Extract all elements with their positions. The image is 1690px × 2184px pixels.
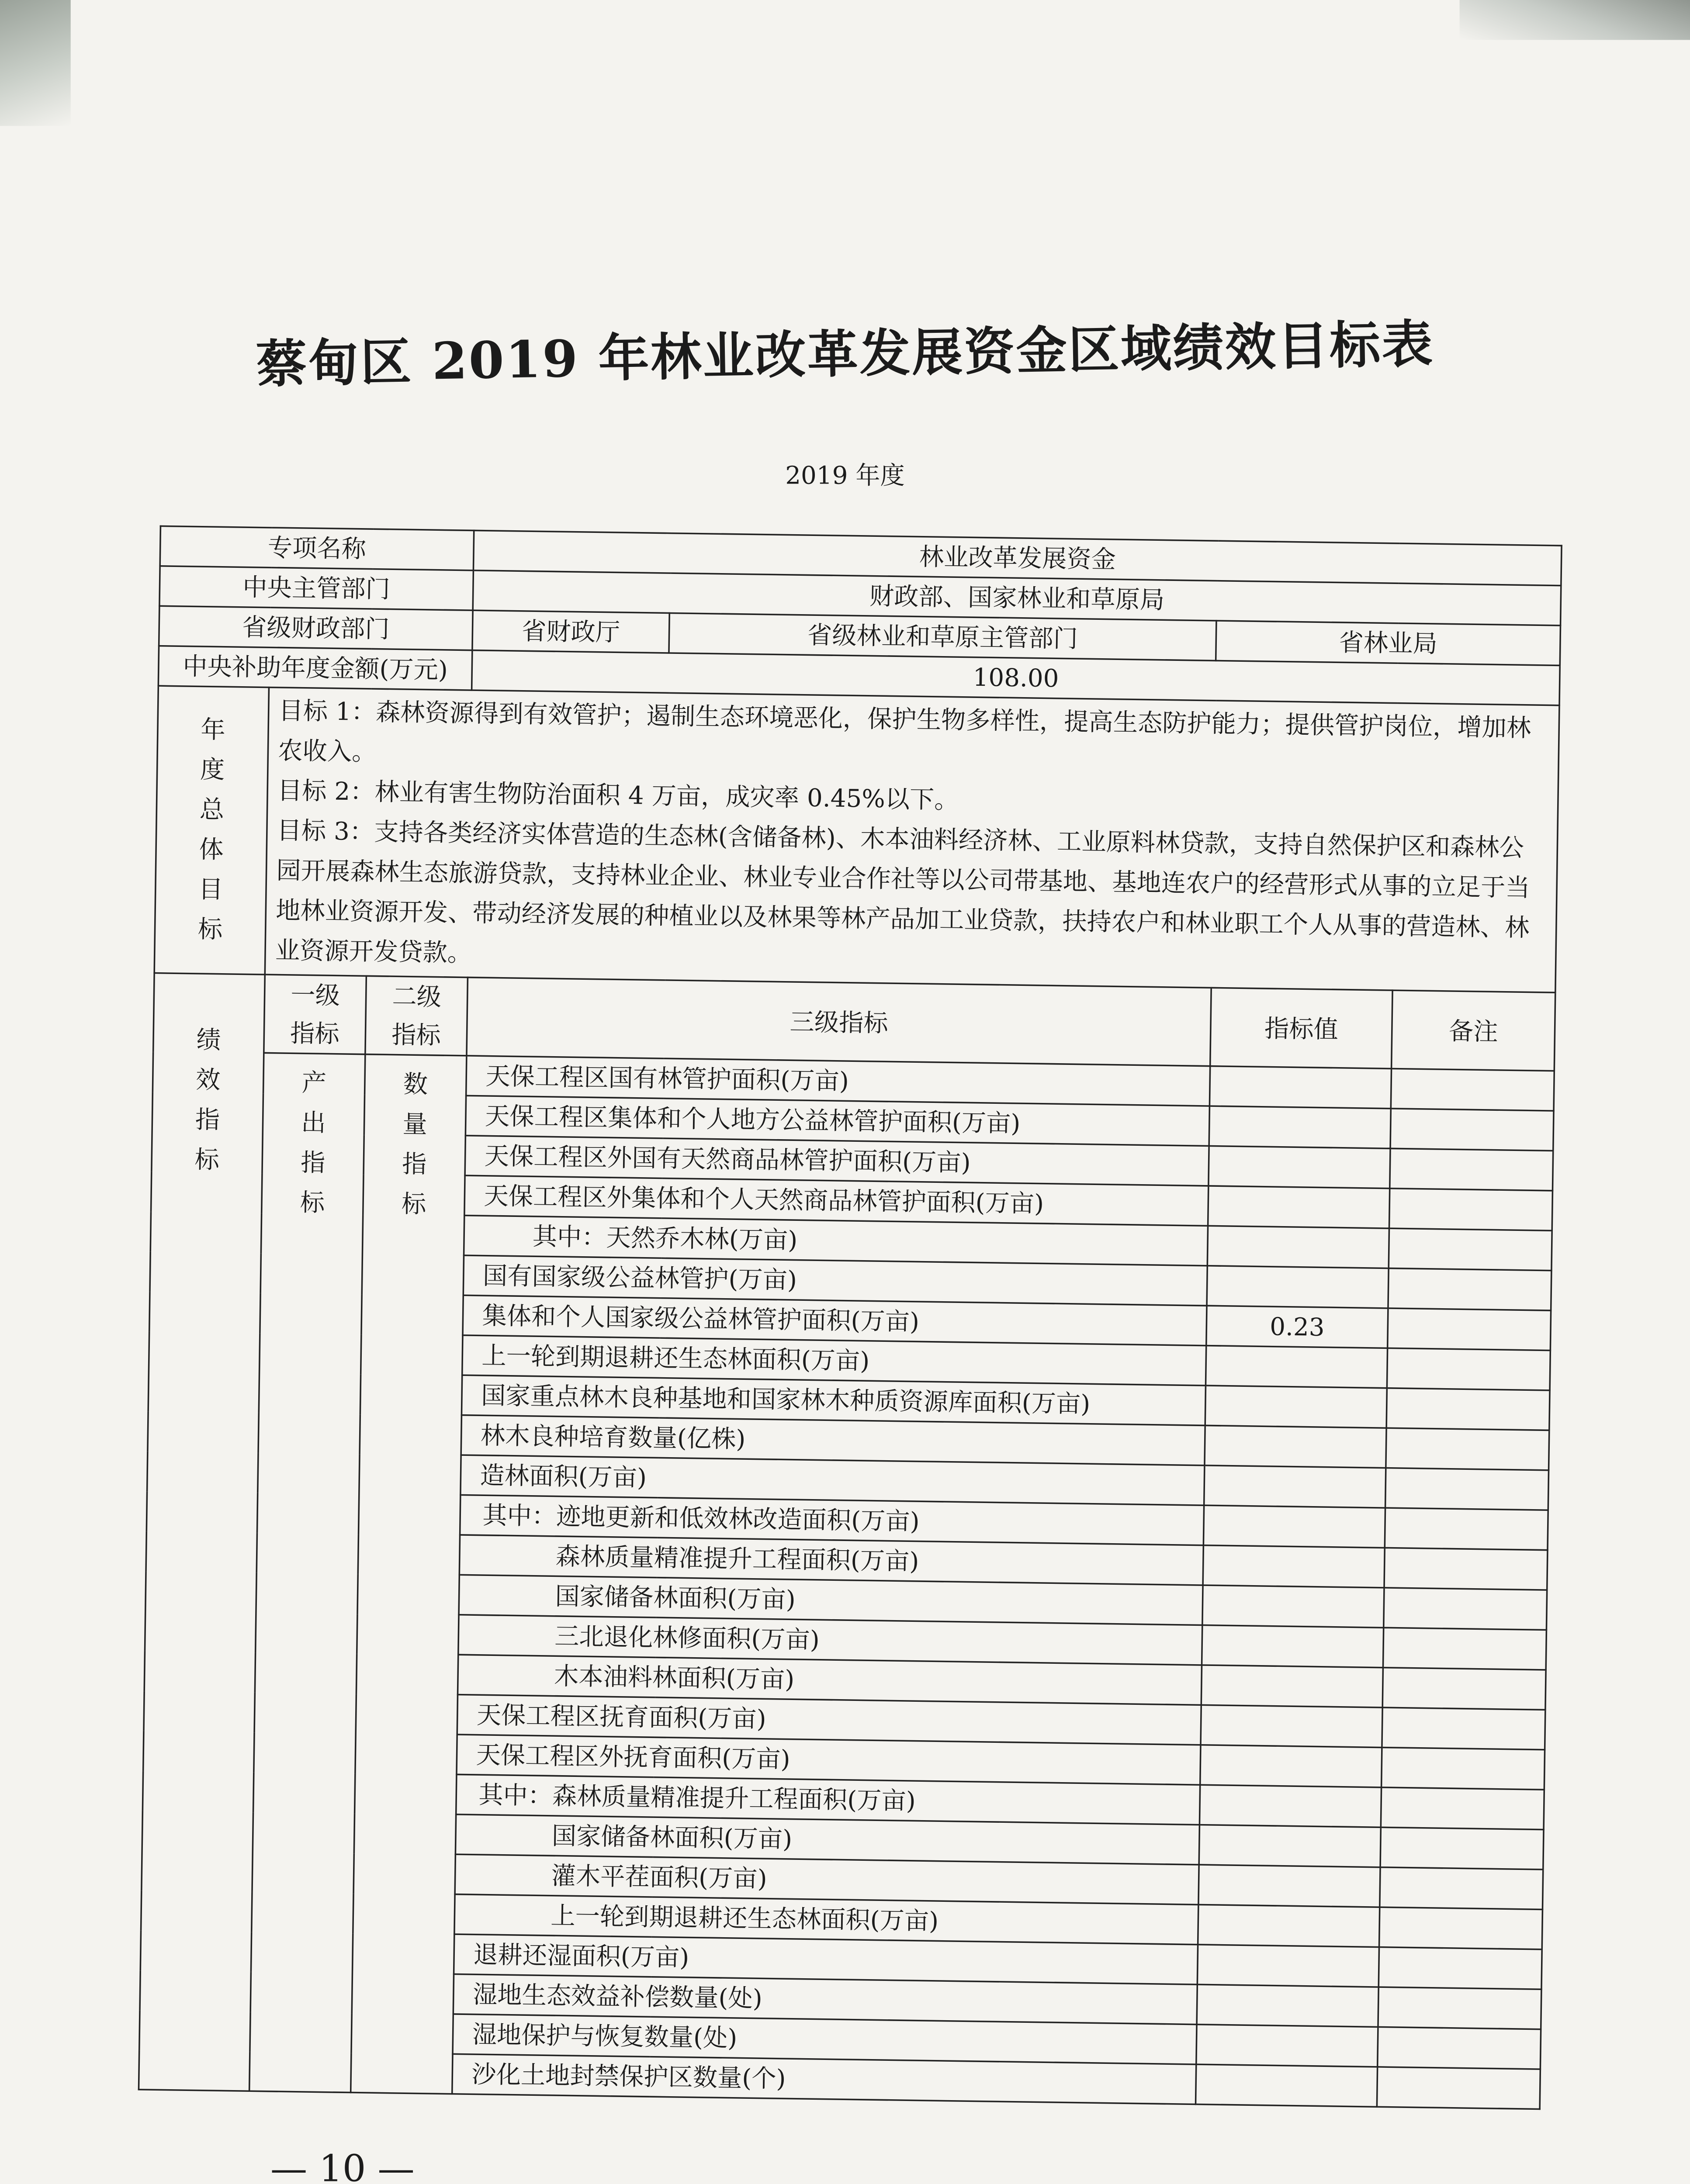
indicator-value	[1204, 1465, 1386, 1508]
indicator-value	[1197, 1945, 1379, 1987]
indicator-value	[1201, 1665, 1383, 1707]
indicator-note	[1385, 1468, 1549, 1510]
level2-indicator-char: 标	[401, 1189, 426, 1219]
level3-indicator-text: 三北退化林修面积(万亩)	[458, 1615, 1202, 1665]
indicator-value	[1203, 1505, 1385, 1548]
indicator-note	[1378, 2027, 1541, 2069]
indicator-value	[1207, 1226, 1389, 1268]
indicator-note	[1385, 1508, 1548, 1550]
indicator-value	[1202, 1625, 1384, 1668]
indicator-value	[1198, 1865, 1380, 1907]
level3-indicator-text: 国家储备林面积(万亩)	[456, 1814, 1200, 1865]
level3-indicator-text: 其中：迹地更新和低效林改造面积(万亩)	[460, 1495, 1204, 1545]
level3-indicator-text: 天保工程区外抚育面积(万亩)	[457, 1735, 1201, 1785]
provincial-finance-value: 省财政厅	[472, 610, 669, 653]
indicator-value	[1210, 1066, 1392, 1109]
indicator-value	[1209, 1106, 1391, 1148]
level3-indicator-text: 天保工程区国有林管护面积(万亩)	[466, 1056, 1210, 1106]
central-dept-value: 财政部、国家林业和草原局	[473, 570, 1561, 625]
indicator-value	[1202, 1585, 1384, 1628]
level2-indicator-char: 数	[403, 1069, 428, 1099]
indicator-value	[1197, 1984, 1378, 2027]
annual-goal-label-char: 体	[199, 834, 224, 864]
indicator-note	[1384, 1548, 1548, 1590]
col-level1-header: 一级 指标	[264, 975, 367, 1054]
provincial-forestry-label: 省级林业和草原主管部门	[669, 613, 1216, 661]
level3-indicator-text: 木本油料林面积(万亩)	[458, 1655, 1202, 1705]
level3-indicator-text: 造林面积(万亩)	[461, 1455, 1205, 1505]
indicator-value: 0.23	[1206, 1306, 1388, 1348]
indicator-label-char: 标	[194, 1144, 220, 1175]
indicator-note	[1386, 1428, 1549, 1470]
col-note-header: 备注	[1392, 990, 1555, 1071]
level3-indicator-text: 灌木平茬面积(万亩)	[455, 1854, 1199, 1904]
indicator-note	[1387, 1348, 1550, 1390]
indicator-note	[1378, 1987, 1541, 2029]
level3-indicator-text: 沙化土地封禁保护区数量(个)	[452, 2054, 1196, 2104]
indicator-value	[1209, 1146, 1390, 1188]
indicator-label-char: 效	[195, 1065, 221, 1095]
col-value-header: 指标值	[1210, 988, 1392, 1068]
level3-indicator-text: 林木良种培育数量(亿株)	[461, 1415, 1205, 1465]
indicator-value	[1196, 2064, 1378, 2107]
annual-goal-label-char: 目	[198, 874, 224, 904]
level3-indicator-text: 国家储备林面积(万亩)	[459, 1575, 1203, 1625]
level3-indicator-text: 上一轮到期退耕还生态林面积(万亩)	[462, 1335, 1206, 1386]
provincial-finance-label: 省级财政部门	[159, 606, 473, 650]
central-dept-label: 中央主管部门	[159, 566, 474, 610]
indicator-value	[1205, 1425, 1386, 1468]
level1-indicator-char: 标	[300, 1188, 325, 1217]
row-annual-goal	[154, 686, 1559, 992]
project-name-label: 专项名称	[160, 526, 474, 570]
level3-indicator-text: 湿地保护与恢复数量(处)	[453, 2014, 1197, 2064]
indicator-note	[1381, 1787, 1544, 1830]
indicator-note	[1383, 1628, 1547, 1670]
scan-edge-shadow	[0, 0, 71, 126]
page-number: — 10 —	[270, 2147, 415, 2184]
level1-indicator-char: 产	[301, 1068, 327, 1098]
indicator-note	[1391, 1068, 1554, 1111]
annual-goal-line: 目标 3：支持各类经济实体营造的生态林(含储备林)、木本油料经济林、工业原料林贷款，支持自然保护区和森林公园开展森林生态旅游贷款，支持林业企业、林业专业合作社等以公司带基地、基地连农户的经营形式从事的立足于当地林业资源开发、带动经济发展的种植业以及林果等林产品加工业贷款，扶持农户和林业职工个人从事的营造林、林业资源开发贷款。	[275, 816, 1531, 968]
indicator-note	[1384, 1588, 1547, 1630]
indicator-value	[1208, 1186, 1390, 1228]
annual-goal-label-char: 标	[197, 914, 223, 944]
annual-goal-label-char: 年	[200, 715, 226, 745]
indicator-value	[1200, 1785, 1382, 1827]
indicator-note	[1382, 1668, 1546, 1710]
annual-goal-line: 目标 2：林业有害生物防治面积 4 万亩，成灾率 0.45%以下。	[277, 776, 959, 815]
indicator-value	[1200, 1745, 1382, 1787]
level3-indicator-text: 天保工程区集体和个人地方公益林管护面积(万亩)	[465, 1095, 1209, 1146]
annual-goal-label-char: 度	[200, 754, 225, 784]
indicator-note	[1380, 1867, 1543, 1910]
indicator-value	[1198, 1904, 1380, 1947]
level1-indicator-char: 出	[301, 1108, 326, 1138]
indicator-note	[1380, 1827, 1544, 1870]
performance-target-table	[138, 525, 1562, 2110]
indicator-note	[1388, 1308, 1551, 1351]
annual-goal-text	[265, 688, 1559, 993]
level3-indicator-text: 天保工程区抚育面积(万亩)	[457, 1695, 1201, 1745]
fiscal-year: 2019 年度	[785, 460, 905, 490]
indicator-note	[1390, 1148, 1553, 1191]
level3-indicator-text: 集体和个人国家级公益林管护面积(万亩)	[463, 1295, 1207, 1345]
indicator-value	[1206, 1346, 1388, 1388]
indicator-value	[1203, 1545, 1385, 1588]
level3-indicator-text: 国家重点林木良种基地和国家林木种质资源库面积(万亩)	[462, 1375, 1206, 1425]
indicator-value	[1207, 1266, 1389, 1308]
indicator-value	[1201, 1705, 1382, 1747]
level2-indicator-char: 量	[402, 1109, 428, 1139]
indicator-note	[1377, 2067, 1541, 2109]
level3-indicator-text: 国有国家级公益林管护(万亩)	[463, 1255, 1207, 1306]
level1-indicator	[249, 1053, 365, 2092]
indicator-note	[1389, 1228, 1552, 1271]
subsidy-label: 中央补助年度金额(万元)	[158, 646, 472, 690]
level3-indicator-text: 其中：森林质量精准提升工程面积(万亩)	[456, 1774, 1200, 1825]
indicator-note	[1382, 1707, 1545, 1750]
indicator-note	[1378, 1947, 1542, 1990]
level1-indicator-char: 指	[300, 1147, 326, 1178]
level2-indicator-char: 指	[402, 1149, 427, 1179]
level3-indicator-text: 天保工程区外集体和个人天然商品林管护面积(万亩)	[464, 1175, 1209, 1226]
indicator-note	[1379, 1907, 1543, 1949]
indicator-note	[1389, 1189, 1553, 1231]
indicator-section-label	[139, 973, 265, 2091]
indicator-value	[1199, 1825, 1381, 1867]
subsidy-value: 108.00	[472, 650, 1560, 705]
indicator-value	[1196, 2025, 1378, 2067]
document-title: 蔡甸区 2019 年林业改革发展资金区域绩效目标表	[255, 314, 1435, 394]
level3-indicator-text: 天保工程区外国有天然商品林管护面积(万亩)	[465, 1136, 1209, 1186]
level3-indicator-text: 其中：天然乔木林(万亩)	[464, 1216, 1208, 1266]
col-level2-header: 二级 指标	[365, 976, 468, 1056]
annual-goal-label	[154, 686, 269, 975]
project-name-value: 林业改革发展资金	[474, 530, 1562, 585]
scan-edge-shadow	[1460, 0, 1690, 40]
annual-goal-line: 目标 1：森林资源得到有效管护；遏制生态环境恶化，保护生物多样性，提高生态防护能力；提供管护岗位，增加林农收入。	[277, 696, 1531, 767]
indicator-note	[1382, 1748, 1545, 1790]
level2-indicator	[351, 1054, 467, 2094]
annual-goal-label-char: 总	[199, 795, 225, 824]
indicator-note	[1388, 1268, 1551, 1311]
indicator-note	[1390, 1109, 1554, 1151]
level3-indicator-text: 上一轮到期退耕还生态林面积(万亩)	[454, 1894, 1198, 1945]
level3-indicator-text: 森林质量精准提升工程面积(万亩)	[459, 1535, 1203, 1585]
indicator-note	[1386, 1388, 1550, 1431]
level3-indicator-text: 湿地生态效益补偿数量(处)	[453, 1974, 1197, 2025]
provincial-forestry-value: 省林业局	[1216, 621, 1561, 665]
col-level3-header: 三级指标	[467, 978, 1211, 1066]
level3-indicator-text: 退耕还湿面积(万亩)	[454, 1934, 1198, 1984]
indicator-label-char: 绩	[196, 1025, 222, 1055]
indicator-value	[1205, 1386, 1387, 1428]
indicator-label-char: 指	[195, 1105, 220, 1135]
